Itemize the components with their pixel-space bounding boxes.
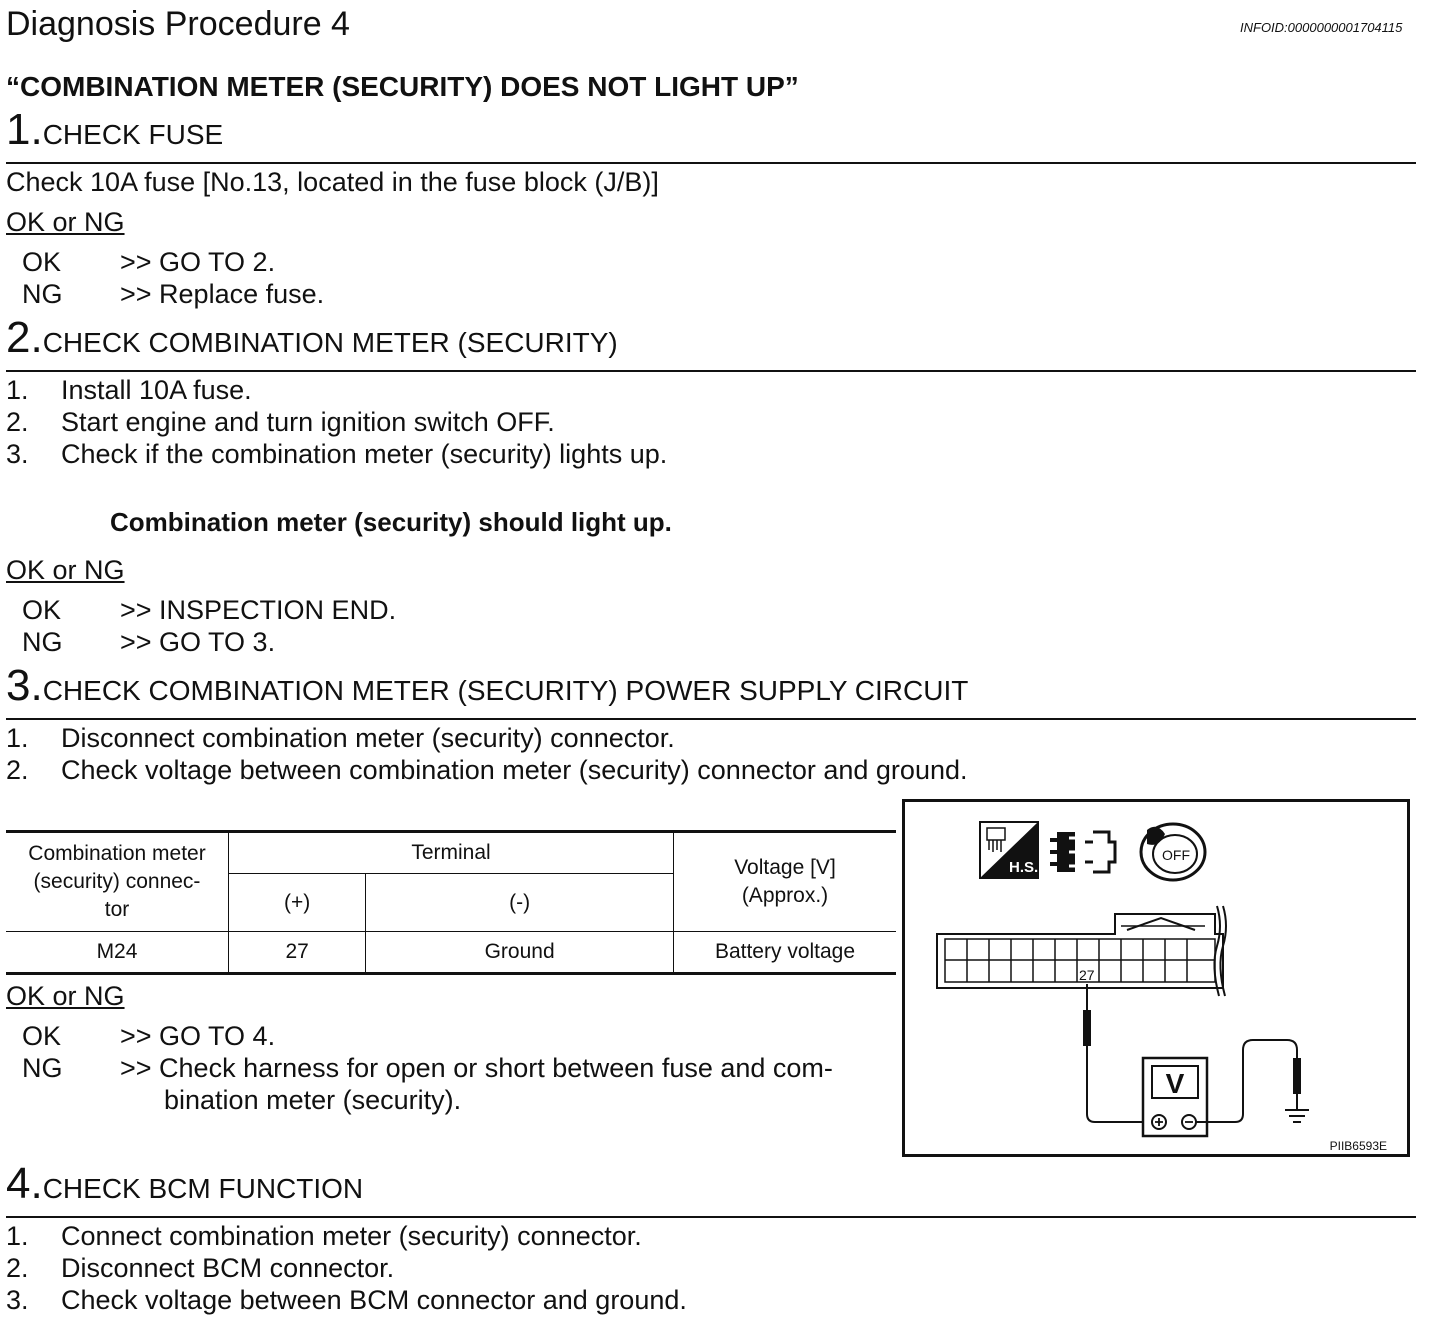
- header-text: Voltage [V]: [734, 856, 836, 879]
- off-label: OFF: [1162, 847, 1190, 863]
- list-number: 2.: [6, 407, 29, 437]
- terminal-label: 27: [1079, 967, 1095, 983]
- list-item: Check voltage between BCM connector and ground.: [61, 1285, 687, 1315]
- list-item: Check voltage between combination meter (security) connector and ground.: [61, 755, 968, 785]
- hs-label: H.S.: [1009, 859, 1039, 876]
- ignition-key-off-icon: [1141, 824, 1205, 880]
- figure-code: PIIB6593E: [1329, 1139, 1387, 1153]
- table-header-connector: [6, 832, 229, 932]
- result-action: >> Check harness for open or short between fuse and com-: [120, 1053, 833, 1083]
- step-title: CHECK FUSE: [42, 119, 224, 150]
- result-label: OK: [22, 595, 62, 625]
- table-cell: M24: [6, 932, 229, 974]
- step-4-heading: [6, 1159, 364, 1208]
- step-1-body: Check 10A fuse [No.13, located in the fuse block (J/B)]: [6, 167, 659, 197]
- connector-face: [937, 906, 1226, 996]
- result-action: >> GO TO 4.: [120, 1021, 276, 1051]
- header-text: (Approx.): [741, 884, 829, 907]
- list-item: Connect combination meter (security) connector.: [61, 1221, 642, 1251]
- ground-icon: [1285, 1110, 1309, 1122]
- spec-note: Combination meter (security) should light up.: [110, 507, 672, 537]
- divider: [6, 1216, 1416, 1218]
- result-action: >> GO TO 3.: [120, 627, 276, 657]
- divider: [6, 718, 1416, 720]
- table-header-minus: (-): [366, 874, 674, 932]
- list-number: 1.: [6, 723, 29, 753]
- header-text: Combination meter: [28, 842, 206, 865]
- list-number: 3.: [6, 1285, 29, 1315]
- list-item: Install 10A fuse.: [61, 375, 252, 405]
- result-label: NG: [22, 627, 63, 657]
- table-cell: 27: [229, 932, 366, 974]
- list-number: 2.: [6, 755, 29, 785]
- list-item: Disconnect combination meter (security) connector.: [61, 723, 675, 753]
- ok-ng-heading: OK or NG: [6, 207, 125, 237]
- result-action: >> GO TO 2.: [120, 247, 276, 277]
- divider: [6, 370, 1416, 372]
- list-number: 2.: [6, 1253, 29, 1283]
- step-title: CHECK COMBINATION METER (SECURITY): [42, 327, 618, 358]
- step-2-heading: [6, 313, 618, 362]
- result-label: NG: [22, 1053, 63, 1083]
- table-header-voltage: [674, 832, 897, 932]
- ok-ng-heading: OK or NG: [6, 555, 125, 585]
- step-number: 3.: [6, 661, 43, 710]
- list-number: 3.: [6, 439, 29, 469]
- result-label: NG: [22, 279, 63, 309]
- page-title: Diagnosis Procedure 4: [6, 5, 350, 43]
- voltmeter-icon: [1143, 1058, 1207, 1136]
- table-row: [6, 932, 896, 974]
- ok-ng-heading: OK or NG: [6, 981, 125, 1011]
- list-item: Disconnect BCM connector.: [61, 1253, 395, 1283]
- table-cell: Battery voltage: [674, 932, 897, 974]
- step-title: CHECK COMBINATION METER (SECURITY) POWER SUPPLY CIRCUIT: [42, 675, 969, 706]
- list-number: 1.: [6, 1221, 29, 1251]
- result-label: OK: [22, 247, 62, 277]
- info-id: INFOID:0000000001704115: [1240, 20, 1403, 35]
- meter-label: V: [1165, 1068, 1185, 1099]
- result-label: OK: [22, 1021, 62, 1051]
- symptom-heading: “COMBINATION METER (SECURITY) DOES NOT LIGHT UP”: [6, 71, 799, 102]
- table-header-plus: (+): [229, 874, 366, 932]
- table-header-terminal: Terminal: [229, 832, 674, 874]
- step-title: CHECK BCM FUNCTION: [42, 1173, 364, 1204]
- result-action: >> INSPECTION END.: [120, 595, 397, 625]
- header-text: (security) connec-: [33, 870, 201, 893]
- divider: [6, 162, 1416, 164]
- step-number: 4.: [6, 1159, 43, 1208]
- step-3-heading: [6, 661, 969, 710]
- step-number: 1.: [6, 105, 43, 154]
- list-number: 1.: [6, 375, 29, 405]
- result-action: bination meter (security).: [164, 1085, 462, 1115]
- harness-symbol-icon: [980, 822, 1038, 878]
- step-number: 2.: [6, 313, 43, 362]
- result-action: >> Replace fuse.: [120, 279, 325, 309]
- table-cell: Ground: [366, 932, 674, 974]
- step-1-heading: [6, 105, 224, 154]
- voltage-spec-table: [6, 830, 896, 975]
- measurement-diagram: [902, 799, 1410, 1157]
- header-text: tor: [104, 898, 130, 921]
- list-item: Check if the combination meter (security) lights up.: [61, 439, 668, 469]
- list-item: Start engine and turn ignition switch OFF.: [61, 407, 555, 437]
- connector-disconnected-icon: [1050, 832, 1115, 872]
